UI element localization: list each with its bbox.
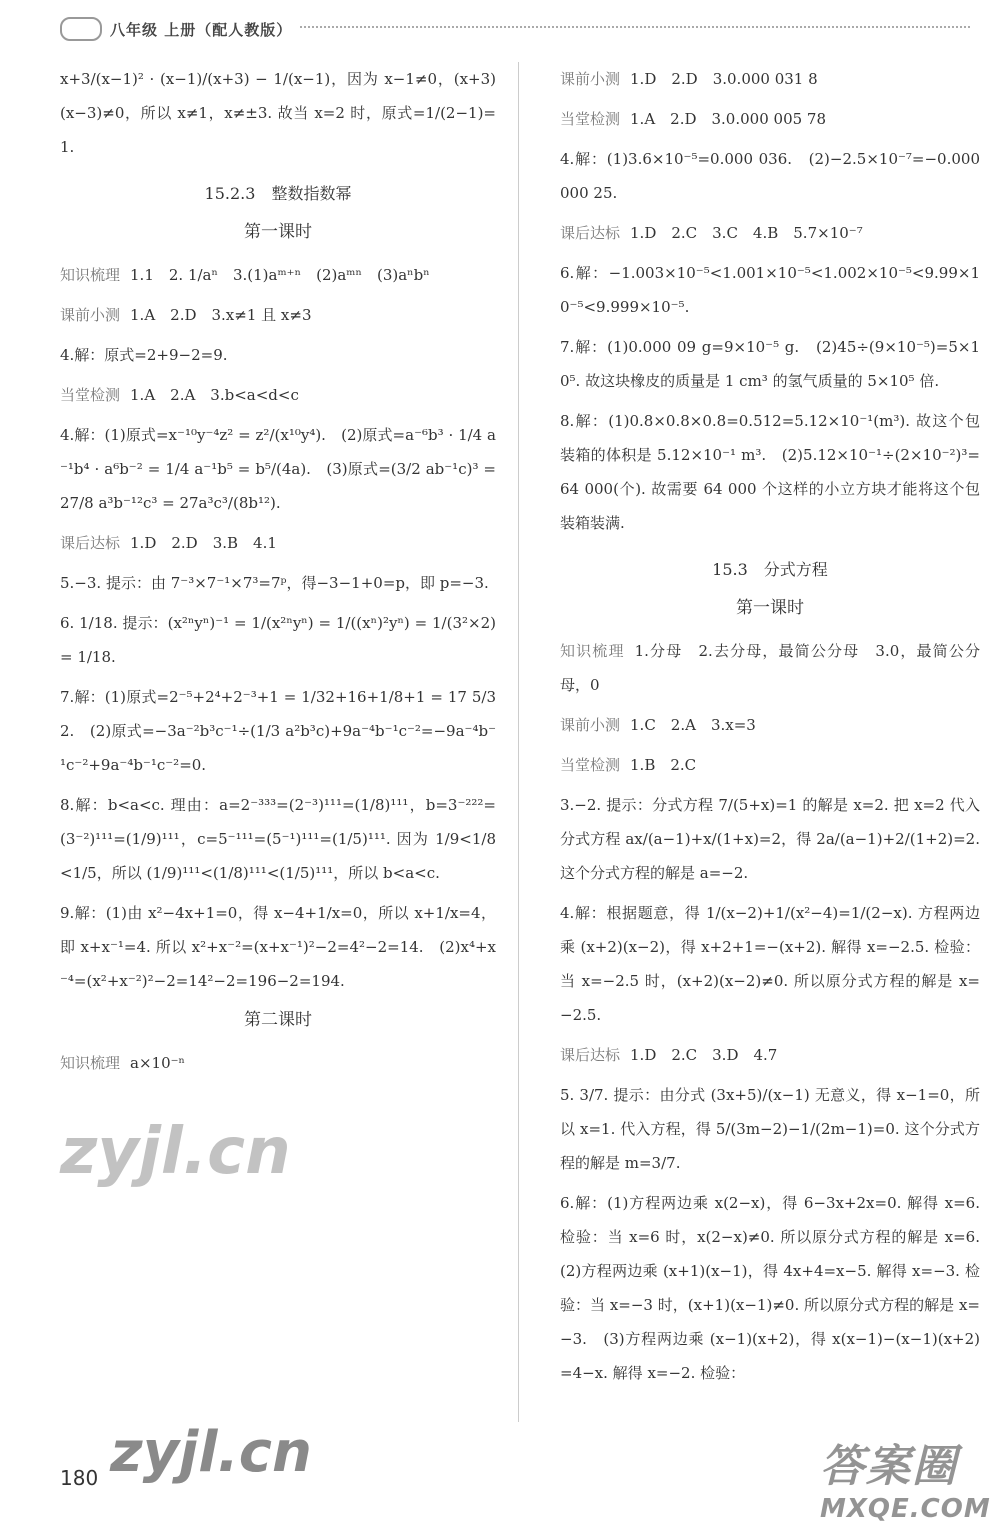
answer-paragraph: 9.解：(1)由 x²−4x+1=0，得 x−4+1/x=0，所以 x+1/x=4，即 x+x⁻¹=4. 所以 x²+x⁻²=(x+x⁻¹)²−2=4²−2=14. (2)x⁴+x⁻⁴=(x²+x⁻²)²−2=14²−2=196−2=194. <box>60 904 496 990</box>
answer-paragraph: 8.解：b<a<c. 理由：a=2⁻³³³=(2⁻³)¹¹¹=(1/8)¹¹¹，b=3⁻²²²=(3⁻²)¹¹¹=(1/9)¹¹¹，c=5⁻¹¹¹=(5⁻¹)¹¹¹=(1/5)¹¹¹. 因为 1/9<1/8<1/5，所以 (1/9)¹¹¹<(1/8)¹¹¹<(1/5)¹¹¹，所以 b<a<c. <box>60 796 496 882</box>
answer-paragraph: 4.解：(1)3.6×10⁻⁵=0.000 036. (2)−2.5×10⁻⁷=−0.000 000 25. <box>560 150 980 202</box>
book-logo-icon <box>60 17 102 41</box>
answer-paragraph: x+3/(x−1)² · (x−1)/(x+3) − 1/(x−1)，因为 x−1≠0，(x+3)(x−3)≠0，所以 x≠1，x≠±3. 故当 x=2 时，原式=1/(2−1)=1. <box>60 70 496 156</box>
answer-row <box>560 634 980 702</box>
row-answers: 1.1 2. 1/aⁿ 3.(1)aᵐ⁺ⁿ (2)aᵐⁿ (3)aⁿbⁿ <box>130 266 430 284</box>
answer-paragraph: 3.−2. 提示：分式方程 7/(5+x)=1 的解是 x=2. 把 x=2 代入分式方程 ax/(a−1)+x/(1+x)=2，得 2a/(a−1)+2/(1+2)=2. 这个分式方程的解是 a=−2. <box>560 796 980 882</box>
answer-paragraph: 7.解：(1)0.000 09 g=9×10⁻⁵ g. (2)45÷(9×10⁻⁵)=5×10⁵. 故这块橡皮的质量是 1 cm³ 的氢气质量的 5×10⁵ 倍. <box>560 338 980 390</box>
answer-row <box>560 1038 980 1072</box>
answer-row <box>560 216 980 250</box>
row-answers: 1.B 2.C <box>630 756 697 774</box>
lesson-title: 第一课时 <box>244 222 312 242</box>
answer-paragraph: 6.解：−1.003×10⁻⁵<1.001×10⁻⁵<1.002×10⁻⁵<9.99×10⁻⁵<9.999×10⁻⁵. <box>560 264 980 316</box>
row-label: 课前小测 <box>560 716 621 734</box>
answer-paragraph: 6.解：(1)方程两边乘 x(2−x)，得 6−3x+2x=0. 解得 x=6. 检验：当 x=6 时，x(2−x)≠0. 所以原分式方程的解是 x=6. (2)方程两边乘 (x+1)(x−1)，得 4x+4=x−5. 解得 x=−3. 检验：当 x=−3 时，(x+1)(x−1)≠0. 所以原分式方程的解是 x=−3. (3)方程两边乘 (x−1)(x+2)，得 x(x−1)−(x−1)(x+2)=4−x. 解得 x=−2. 检验： <box>560 1194 996 1382</box>
row-label: 当堂检测 <box>560 756 621 774</box>
answer-row <box>60 258 496 292</box>
row-label: 课后达标 <box>60 534 121 552</box>
row-label: 课后达标 <box>560 1046 621 1064</box>
row-label: 知识梳理 <box>60 266 121 284</box>
page-header <box>60 14 970 44</box>
section-title: 15.3 分式方程 <box>712 560 828 579</box>
answer-paragraph: 5.−3. 提示：由 7⁻³×7⁻¹×7³=7ᵖ，得−3−1+0=p，即 p=−3. <box>60 574 489 592</box>
watermark-mxqe-text: MXQE.COM <box>820 1494 991 1524</box>
row-answers: 1.D 2.D 3.0.000 031 8 <box>630 70 818 88</box>
answer-row <box>60 1046 496 1080</box>
right-column <box>560 62 996 1396</box>
row-label: 课后达标 <box>560 224 621 242</box>
row-answers: 1.A 2.A 3.b<a<d<c <box>130 386 299 404</box>
watermark-zyjl: zyjl.cn <box>60 1115 291 1189</box>
row-answers: 1.A 2.D 3.x≠1 且 x≠3 <box>130 306 312 324</box>
answer-paragraph: 8.解：(1)0.8×0.8×0.8=0.512=5.12×10⁻¹(m³). 故这个包装箱的体积是 5.12×10⁻¹ m³. (2)5.12×10⁻¹÷(2×10⁻²)³=64 000(个). 故需要 64 000 个这样的小立方块才能将这个包装箱装满. <box>560 412 980 532</box>
watermark-zyjl-footer: zyjl.cn <box>110 1420 312 1485</box>
answer-row <box>60 526 496 560</box>
row-label: 知识梳理 <box>560 642 625 660</box>
answer-paragraph: 4.解：(1)原式=x⁻¹⁰y⁻⁴z² = z²/(x¹⁰y⁴). (2)原式=a⁻⁶b³ · 1/4 a⁻¹b⁴ · a⁶b⁻² = 1/4 a⁻¹b⁵ = b⁵/(4a). (3)原式=(3/2 ab⁻¹c)³ = 27/8 a³b⁻¹²c³ = 27a³c³/(8b¹²). <box>60 426 496 512</box>
answer-row <box>560 62 980 96</box>
row-answers: 1.D 2.C 3.D 4.7 <box>630 1046 778 1064</box>
answer-row <box>60 298 496 332</box>
row-answers: 1.D 2.D 3.B 4.1 <box>130 534 277 552</box>
answer-row <box>560 708 980 742</box>
answer-paragraph: 4.解：根据题意，得 1/(x−2)+1/(x²−4)=1/(2−x). 方程两边乘 (x+2)(x−2)，得 x+2+1=−(x+2). 解得 x=−2.5. 检验：当 x=−2.5 时，(x+2)(x−2)≠0. 所以原分式方程的解是 x=−2.5. <box>560 904 980 1024</box>
answer-paragraph: 7.解：(1)原式=2⁻⁵+2⁴+2⁻³+1 = 1/32+16+1/8+1 = 17 5/32. (2)原式=−3a⁻²b³c⁻¹÷(1/3 a²b³c)+9a⁻⁴b⁻¹c⁻²=−9a⁻⁴b⁻¹c⁻²+9a⁻⁴b⁻¹c⁻²=0. <box>60 688 496 774</box>
row-answers: 1.分母 2.去分母，最简公分母 3.0，最简公分母，0 <box>560 642 980 694</box>
watermark-mxqe <box>820 1430 991 1524</box>
section-title: 15.2.3 整数指数幂 <box>204 184 352 203</box>
row-answers: 1.A 2.D 3.0.000 005 78 <box>630 110 827 128</box>
lesson-title: 第一课时 <box>736 598 804 618</box>
row-answers: 1.D 2.C 3.C 4.B 5.7×10⁻⁷ <box>630 224 863 242</box>
page-number: 180 <box>60 1466 99 1490</box>
row-label: 当堂检测 <box>560 110 621 128</box>
column-divider <box>518 62 519 1422</box>
answer-paragraph: 6. 1/18. 提示：(x²ⁿyⁿ)⁻¹ = 1/(x²ⁿyⁿ) = 1/((xⁿ)²yⁿ) = 1/(3²×2) = 1/18. <box>60 614 496 666</box>
header-dotted-rule <box>300 26 970 28</box>
answer-row <box>560 748 980 782</box>
row-label: 知识梳理 <box>60 1054 121 1072</box>
lesson-title: 第二课时 <box>244 1010 312 1030</box>
header-title: 八年级 上册（配人教版） <box>110 20 293 39</box>
row-label: 课前小测 <box>60 306 121 324</box>
row-label: 课前小测 <box>560 70 621 88</box>
answer-row <box>560 102 980 136</box>
row-answers: a×10⁻ⁿ <box>130 1054 186 1072</box>
answer-paragraph: 4.解：原式=2+9−2=9. <box>60 346 228 364</box>
answer-row <box>60 378 496 412</box>
answer-paragraph: 5. 3/7. 提示：由分式 (3x+5)/(x−1) 无意义，得 x−1=0，所以 x=1. 代入方程，得 5/(3m−2)−1/(2m−1)=0. 这个分式方程的解是 m=3/7. <box>560 1086 980 1172</box>
row-answers: 1.C 2.A 3.x=3 <box>630 716 756 734</box>
watermark-daan: 答案圈 <box>820 1441 958 1492</box>
row-label: 当堂检测 <box>60 386 121 404</box>
left-column <box>60 62 496 1086</box>
